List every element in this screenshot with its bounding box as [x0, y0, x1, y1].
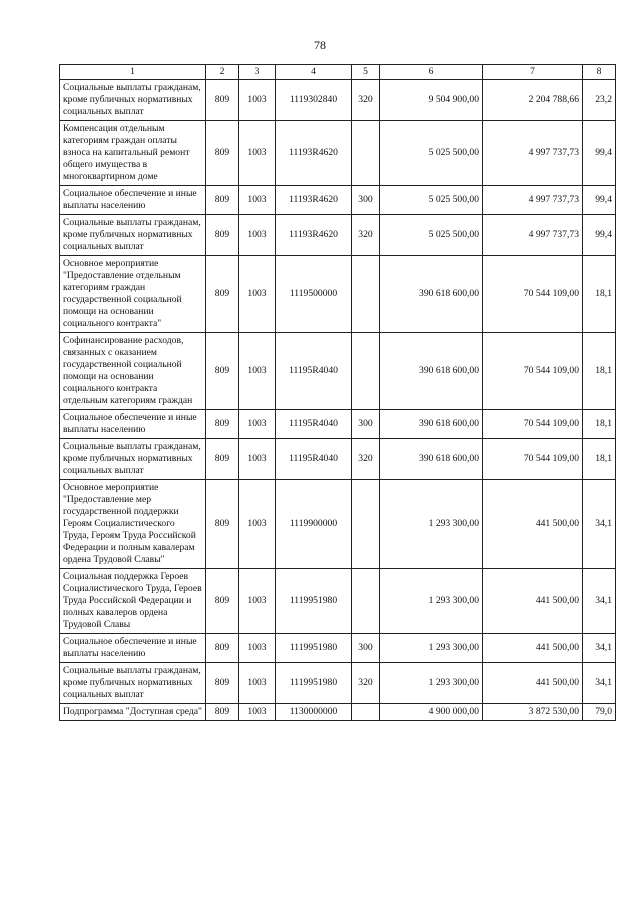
header-cell-4: 4: [276, 65, 352, 80]
header-cell-2: 2: [206, 65, 239, 80]
row-razdel: 1003: [239, 333, 276, 410]
row-pct: 99,4: [583, 121, 616, 186]
row-fact: 3 872 530,00: [483, 704, 583, 721]
row-ved: 809: [206, 634, 239, 663]
row-name: Социальная поддержка Героев Социалистического Труда, Героев Труда Российской Федерации и полных кавалеров ордена Трудовой Славы: [60, 569, 206, 634]
row-ved: 809: [206, 121, 239, 186]
row-pct: 99,4: [583, 186, 616, 215]
row-pct: 34,1: [583, 480, 616, 569]
row-ved: 809: [206, 439, 239, 480]
row-csr: 1119951980: [276, 634, 352, 663]
row-name: Компенсация отдельным категориям граждан оплаты взноса на капитальный ремонт общего имущества в многоквартирном доме: [60, 121, 206, 186]
row-pct: 18,1: [583, 439, 616, 480]
row-plan: 5 025 500,00: [380, 215, 483, 256]
row-csr: 11195R4040: [276, 439, 352, 480]
row-vr: [352, 480, 380, 569]
row-plan: 5 025 500,00: [380, 186, 483, 215]
row-name: Подпрограмма "Доступная среда": [60, 704, 206, 721]
row-razdel: 1003: [239, 569, 276, 634]
table-row: [60, 439, 616, 480]
table-row: [60, 186, 616, 215]
row-razdel: 1003: [239, 704, 276, 721]
table-row: [60, 256, 616, 333]
table-row: [60, 333, 616, 410]
row-ved: 809: [206, 333, 239, 410]
header-cell-5: 5: [352, 65, 380, 80]
row-vr: 300: [352, 634, 380, 663]
row-fact: 441 500,00: [483, 634, 583, 663]
row-vr: 300: [352, 186, 380, 215]
table-row: [60, 569, 616, 634]
header-cell-7: 7: [483, 65, 583, 80]
row-pct: 34,1: [583, 663, 616, 704]
row-csr: 1119302840: [276, 80, 352, 121]
row-plan: 1 293 300,00: [380, 480, 483, 569]
row-plan: 4 900 000,00: [380, 704, 483, 721]
row-vr: [352, 333, 380, 410]
row-name: Социальные выплаты гражданам, кроме публичных нормативных социальных выплат: [60, 439, 206, 480]
row-csr: 11193R4620: [276, 215, 352, 256]
row-fact: 4 997 737,73: [483, 121, 583, 186]
header-cell-6: 6: [380, 65, 483, 80]
row-fact: 4 997 737,73: [483, 186, 583, 215]
row-pct: 23,2: [583, 80, 616, 121]
row-csr: 1119900000: [276, 480, 352, 569]
row-ved: 809: [206, 256, 239, 333]
row-razdel: 1003: [239, 256, 276, 333]
table-row: [60, 704, 616, 721]
row-plan: 390 618 600,00: [380, 410, 483, 439]
row-razdel: 1003: [239, 121, 276, 186]
row-name: Социальное обеспечение и иные выплаты населению: [60, 410, 206, 439]
row-fact: 70 544 109,00: [483, 439, 583, 480]
row-razdel: 1003: [239, 663, 276, 704]
row-razdel: 1003: [239, 439, 276, 480]
page-number: 78: [314, 38, 326, 52]
row-csr: 1119951980: [276, 569, 352, 634]
table-row: [60, 215, 616, 256]
row-csr: 11193R4620: [276, 121, 352, 186]
row-name: Социальное обеспечение и иные выплаты населению: [60, 186, 206, 215]
row-name: Основное мероприятие "Предоставление мер государственной поддержки Героям Социалистического Труда, Героям Труда Российской Федерации и полным кавалерам ордена Трудовой Славы": [60, 480, 206, 569]
row-razdel: 1003: [239, 634, 276, 663]
row-fact: 4 997 737,73: [483, 215, 583, 256]
row-ved: 809: [206, 569, 239, 634]
header-cell-8: 8: [583, 65, 616, 80]
row-name: Социальные выплаты гражданам, кроме публичных нормативных социальных выплат: [60, 80, 206, 121]
row-csr: 11195R4040: [276, 410, 352, 439]
row-ved: 809: [206, 704, 239, 721]
row-fact: 441 500,00: [483, 663, 583, 704]
row-name: Основное мероприятие "Предоставление отдельным категориям граждан государственной социальной помощи на основании социального контракта": [60, 256, 206, 333]
table-row: [60, 480, 616, 569]
header-row: [60, 65, 616, 80]
row-ved: 809: [206, 480, 239, 569]
row-razdel: 1003: [239, 80, 276, 121]
row-csr: 11195R4040: [276, 333, 352, 410]
table-row: [60, 663, 616, 704]
row-vr: [352, 121, 380, 186]
row-plan: 1 293 300,00: [380, 569, 483, 634]
table-row: [60, 80, 616, 121]
row-vr: 320: [352, 215, 380, 256]
row-plan: 390 618 600,00: [380, 256, 483, 333]
budget-table: [59, 64, 616, 721]
row-pct: 99,4: [583, 215, 616, 256]
row-vr: [352, 569, 380, 634]
header-cell-3: 3: [239, 65, 276, 80]
row-pct: 18,1: [583, 333, 616, 410]
row-plan: 9 504 900,00: [380, 80, 483, 121]
row-vr: [352, 704, 380, 721]
row-pct: 34,1: [583, 569, 616, 634]
row-ved: 809: [206, 663, 239, 704]
row-fact: 2 204 788,66: [483, 80, 583, 121]
row-name: Софинансирование расходов, связанных с оказанием государственной социальной помощи на основании социального контракта отдельным категориям граждан: [60, 333, 206, 410]
row-vr: 320: [352, 80, 380, 121]
row-plan: 1 293 300,00: [380, 634, 483, 663]
row-pct: 34,1: [583, 634, 616, 663]
row-ved: 809: [206, 186, 239, 215]
table-row: [60, 121, 616, 186]
row-vr: 300: [352, 410, 380, 439]
row-ved: 809: [206, 80, 239, 121]
row-pct: 18,1: [583, 410, 616, 439]
row-razdel: 1003: [239, 186, 276, 215]
row-fact: 70 544 109,00: [483, 410, 583, 439]
row-csr: 1119951980: [276, 663, 352, 704]
row-name: Социальное обеспечение и иные выплаты населению: [60, 634, 206, 663]
row-csr: 1119500000: [276, 256, 352, 333]
row-csr: 11193R4620: [276, 186, 352, 215]
row-fact: 441 500,00: [483, 569, 583, 634]
row-fact: 441 500,00: [483, 480, 583, 569]
row-fact: 70 544 109,00: [483, 256, 583, 333]
row-fact: 70 544 109,00: [483, 333, 583, 410]
row-razdel: 1003: [239, 410, 276, 439]
row-name: Социальные выплаты гражданам, кроме публичных нормативных социальных выплат: [60, 215, 206, 256]
row-plan: 390 618 600,00: [380, 333, 483, 410]
row-pct: 79,0: [583, 704, 616, 721]
row-plan: 1 293 300,00: [380, 663, 483, 704]
row-ved: 809: [206, 215, 239, 256]
row-pct: 18,1: [583, 256, 616, 333]
row-plan: 390 618 600,00: [380, 439, 483, 480]
row-vr: [352, 256, 380, 333]
row-csr: 1130000000: [276, 704, 352, 721]
row-razdel: 1003: [239, 215, 276, 256]
table-row: [60, 634, 616, 663]
header-cell-1: 1: [60, 65, 206, 80]
table-row: [60, 410, 616, 439]
row-plan: 5 025 500,00: [380, 121, 483, 186]
row-ved: 809: [206, 410, 239, 439]
row-vr: 320: [352, 439, 380, 480]
row-razdel: 1003: [239, 480, 276, 569]
row-name: Социальные выплаты гражданам, кроме публичных нормативных социальных выплат: [60, 663, 206, 704]
row-vr: 320: [352, 663, 380, 704]
